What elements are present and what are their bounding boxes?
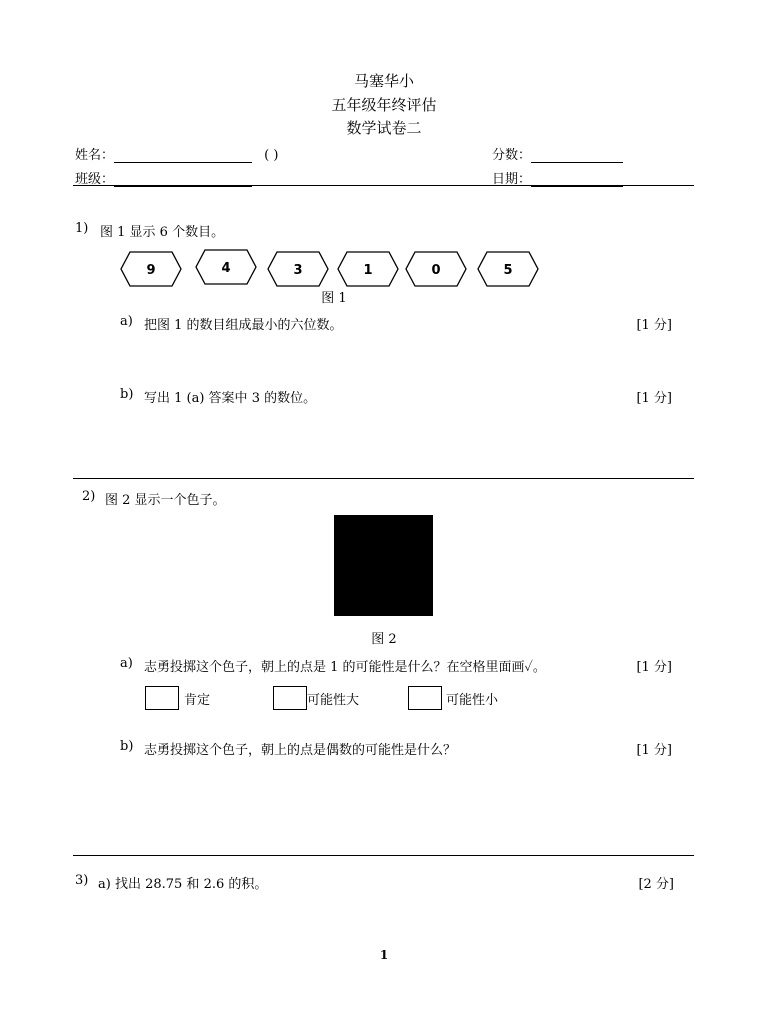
number-card-3-value: 3: [293, 263, 303, 278]
q1a-label: a): [120, 314, 133, 329]
option-certain-label: 肯定: [184, 693, 211, 708]
paper-title: 数学试卷二: [346, 119, 422, 137]
q1-divider: [73, 478, 694, 479]
q3-number: 3): [75, 873, 89, 888]
score-field[interactable]: [531, 148, 623, 163]
q2b-marks: [1 分]: [636, 743, 672, 758]
number-card-4: [337, 251, 399, 287]
number-card-1-value: 9: [146, 263, 156, 278]
class-number-paren: ( ): [264, 148, 279, 163]
option-likely-checkbox[interactable]: [273, 686, 307, 710]
header-divider: [73, 185, 694, 186]
q2-divider: [73, 855, 694, 856]
number-card-6: [477, 251, 539, 287]
option-likely-label: 可能性大: [307, 693, 360, 708]
q1-number: 1): [75, 221, 89, 236]
number-card-6-value: 5: [503, 263, 513, 278]
number-card-2: [195, 249, 257, 285]
q1a-marks: [1 分]: [636, 318, 672, 333]
q2b-text: 志勇投掷这个色子，朝上的点是偶数的可能性是什么？: [144, 743, 457, 758]
figure-1-caption: 图 1: [321, 291, 347, 306]
q2-intro: 图 2 显示一个色子。: [105, 493, 226, 508]
number-card-1: [120, 251, 182, 287]
class-label: 班级：: [75, 172, 115, 187]
score-label: 分数：: [492, 148, 532, 163]
q2-number: 2): [82, 489, 96, 504]
figure-2-caption: 图 2: [371, 632, 397, 647]
score-row: [492, 144, 623, 163]
school-name: 马塞华小: [353, 72, 414, 90]
exam-title: 五年级年终评估: [331, 96, 437, 114]
q1a-text: 把图 1 的数目组成最小的六位数。: [144, 318, 343, 333]
number-card-3: [267, 251, 329, 287]
option-certain-checkbox[interactable]: [145, 686, 179, 710]
option-unlikely-label: 可能性小: [446, 693, 499, 708]
page-number: 1: [379, 948, 389, 962]
q2b-label: b): [120, 739, 134, 754]
number-card-5: [405, 251, 467, 287]
name-row: [75, 144, 278, 163]
number-card-4-value: 1: [363, 263, 373, 278]
name-label: 姓名：: [75, 148, 115, 163]
q2a-marks: [1 分]: [636, 660, 672, 675]
q1b-marks: [1 分]: [636, 391, 672, 406]
number-card-5-value: 0: [431, 263, 441, 278]
q1b-label: b): [120, 387, 134, 402]
q2a-text: 志勇投掷这个色子，朝上的点是 1 的可能性是什么？在空格里面画✓。: [144, 660, 546, 675]
dice-image: [334, 515, 433, 616]
number-card-2-value: 4: [221, 261, 231, 276]
q3a-text: a) 找出 28.75 和 2.6 的积。: [98, 877, 268, 892]
option-unlikely-checkbox[interactable]: [408, 686, 442, 710]
q1-intro: 图 1 显示 6 个数目。: [100, 225, 225, 240]
q2a-label: a): [120, 656, 133, 671]
q3a-marks: [2 分]: [638, 877, 674, 892]
q1b-text: 写出 1 (a) 答案中 3 的数位。: [144, 391, 317, 406]
date-label: 日期：: [492, 172, 532, 187]
name-field[interactable]: [114, 148, 252, 163]
